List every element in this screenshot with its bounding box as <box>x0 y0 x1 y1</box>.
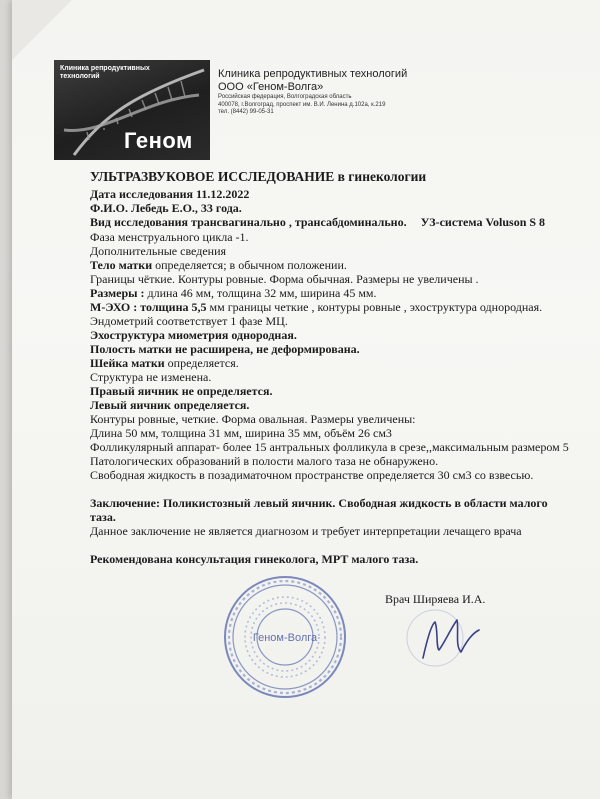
left-ovary: Левый яичник определяется. <box>90 398 250 412</box>
clinic-header <box>218 68 578 117</box>
report-title-main: УЛЬТРАЗВУКОВОЕ ИССЛЕДОВАНИЕ <box>90 169 338 184</box>
uterine-cavity: Полость матки не расширена, не деформирована. <box>90 342 360 356</box>
cervix-text: определяется. <box>164 356 239 370</box>
uterus-contours: Границы чёткие. Контуры ровные. Форма обычная. Размеры не увеличены . <box>90 272 479 286</box>
logo-subtitle: Клиника репродуктивных технологий <box>60 65 150 80</box>
clinic-address-2: 400078, г.Волгоград, проспект им. В.И. Ленина д.102а, к.219 <box>218 101 386 108</box>
round-stamp-icon <box>220 572 350 702</box>
uterus-sizes <box>90 286 377 300</box>
ovary-contours: Контуры ровные, четкие. Форма овальная. Размеры увеличены: <box>90 412 416 426</box>
mecho-text: мм границы четкие , контуры ровные , эхоструктура однородная. <box>206 300 543 314</box>
conclusion-line-2: таза. <box>90 510 116 524</box>
cycle-phase: Фаза менструального цикла -1. <box>90 230 249 244</box>
clinic-address-1: Российская федерация, Волгоградская область <box>218 94 352 100</box>
recommendation: Рекомендована консультация гинеколога, МРТ малого таза. <box>90 552 419 566</box>
logo-name: Геном <box>124 128 193 153</box>
doctor-name: Врач Ширяева И.А. <box>385 592 486 606</box>
free-fluid: Свободная жидкость в позадиматочном пространстве определяется 30 см3 со взвесью. <box>90 468 534 482</box>
extra-info: Дополнительные сведения <box>90 244 227 258</box>
uterus-body <box>90 258 347 272</box>
pathology: Патологических образований в полости малого таза не обнаружено. <box>90 454 439 468</box>
exam-method <box>90 215 545 229</box>
ovary-sizes: Длина 50 мм, толщина 31 мм, ширина 35 мм, объём 26 см3 <box>90 426 392 440</box>
cervix <box>90 356 239 370</box>
doctor-signature-icon <box>405 600 485 670</box>
cervix-label: Шейка матки <box>90 356 165 370</box>
endometrium: Эндометрий соответствует 1 фазе МЦ. <box>90 314 288 328</box>
m-echo <box>90 300 542 314</box>
clinic-logo <box>54 60 210 160</box>
exam-date: Дата исследования 11.12.2022 <box>90 187 250 201</box>
report-title-specialty: в гинекологии <box>337 169 427 184</box>
myometrium: Эхоструктура миометрия однородная. <box>90 328 297 342</box>
cervix-structure: Структура не изменена. <box>90 370 212 384</box>
follicles: Фолликулярный аппарат- более 15 антральных фолликула в срезе,,максимальным размером 5 <box>90 440 569 454</box>
right-ovary: Правый яичник не определяется. <box>90 384 273 398</box>
exam-method-text: Вид исследования трансвагинально , трансабдоминально. <box>90 215 407 229</box>
sizes-text: длина 46 мм, толщина 32 мм, ширина 45 мм. <box>144 286 377 300</box>
clinic-org: ООО «Геном-Волга» <box>218 81 324 93</box>
disclaimer: Данное заключение не является диагнозом и требует интерпретации лечащего врача <box>90 524 522 538</box>
sizes-label: Размеры : <box>90 286 145 300</box>
patient-name: Ф.И.О. Лебедь Е.О., 33 года. <box>90 201 242 215</box>
uterus-text: определяется; в обычном положении. <box>152 258 347 272</box>
uterus-label: Тело матки <box>90 258 153 272</box>
report-title <box>90 170 426 184</box>
clinic-name: Клиника репродуктивных технологий <box>218 68 408 80</box>
mecho-label: М-ЭХО : толщина 5,5 <box>90 300 207 314</box>
conclusion-line-1: Заключение: Поликистозный левый яичник. Свободная жидкость в области малого <box>90 496 548 510</box>
clinic-phone: тел. (8442) 99-05-31 <box>218 109 274 115</box>
stamp-center-text: Геном-Волга <box>252 632 318 644</box>
ultrasound-system: УЗ-система Voluson S 8 <box>420 215 546 229</box>
folded-corner <box>12 0 72 60</box>
